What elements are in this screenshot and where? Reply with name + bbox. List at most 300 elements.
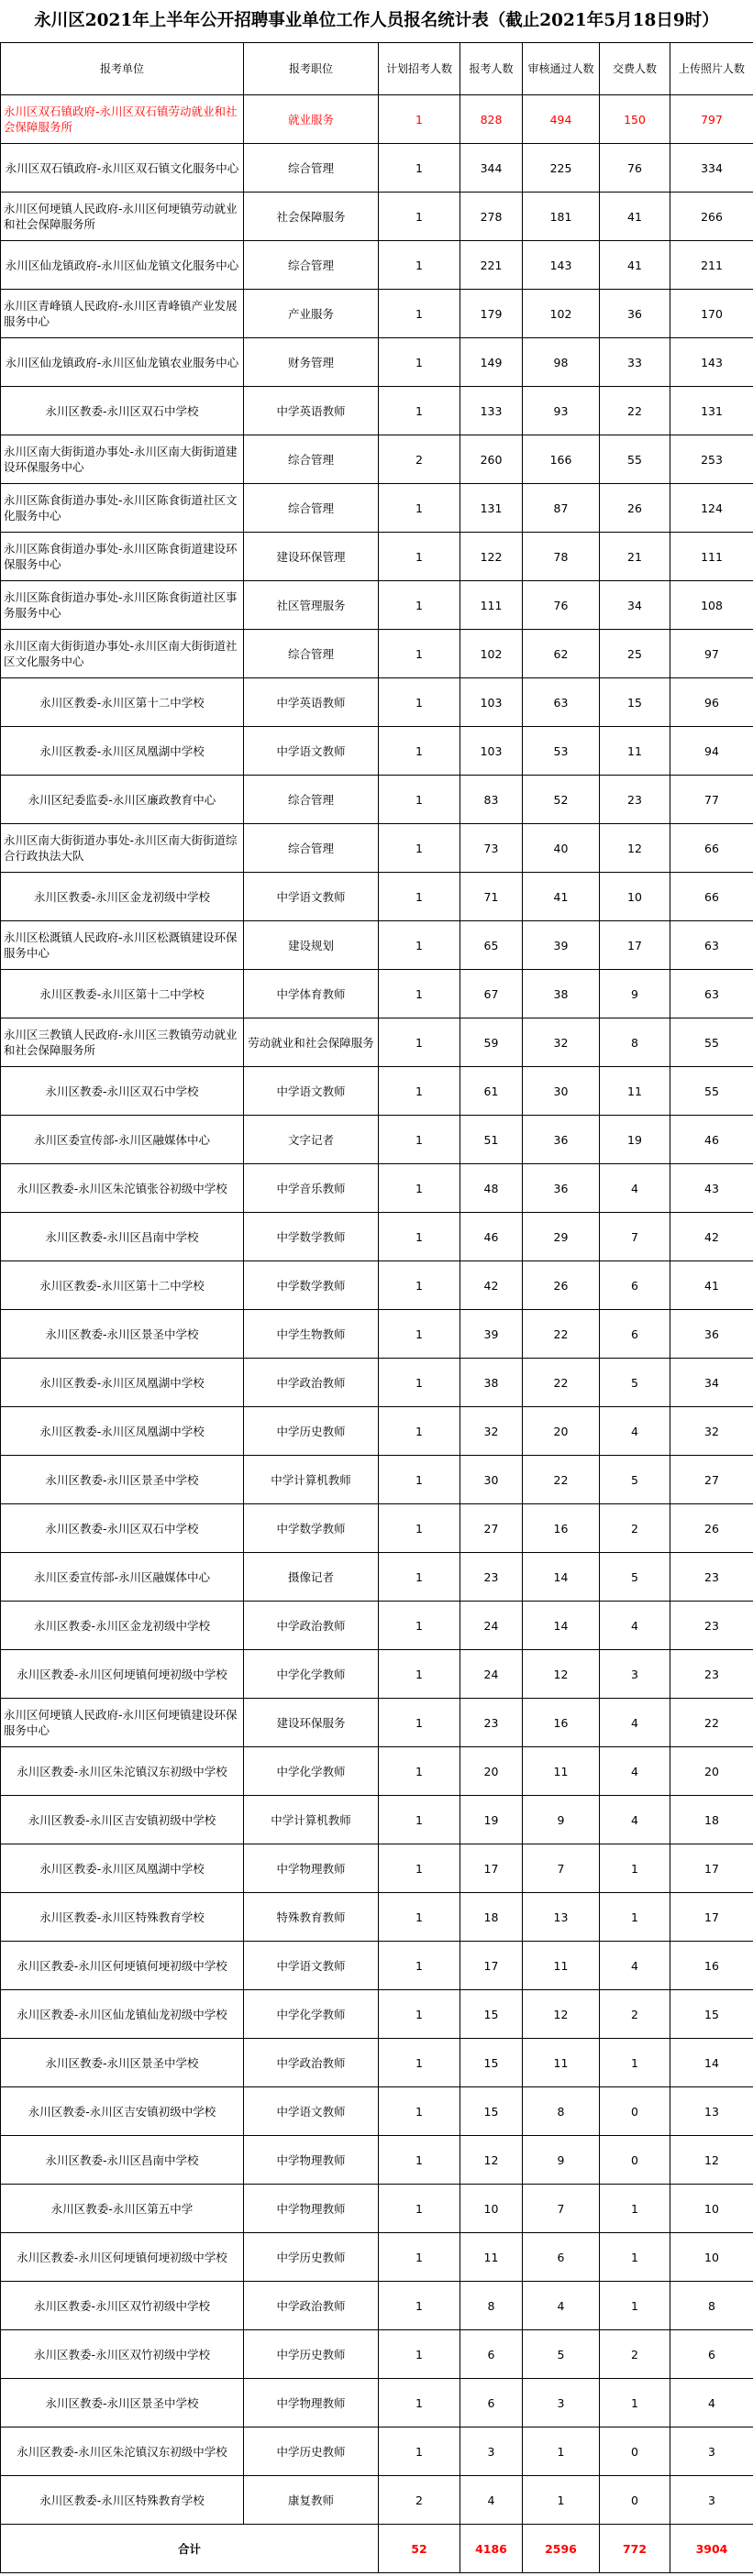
applied-count-cell: 61 — [460, 1067, 523, 1116]
unit-cell — [1, 1261, 244, 1310]
paid-count-cell: 36 — [600, 290, 670, 338]
paid-count-cell: 4 — [600, 1747, 670, 1796]
unit-cell — [1, 727, 244, 776]
planned-count-cell: 1 — [379, 2136, 460, 2185]
approved-count-cell: 93 — [523, 387, 600, 435]
position-cell: 综合管理 — [244, 630, 379, 678]
unit-cell — [1, 970, 244, 1018]
table-row — [1, 1796, 753, 1844]
unit-cell — [1, 1164, 244, 1213]
planned-count-cell: 1 — [379, 290, 460, 338]
position-cell: 特殊教育教师 — [244, 1893, 379, 1942]
unit-label: 永川区教委-永川区双石中学校 — [45, 1521, 199, 1536]
paid-count-cell: 6 — [600, 1261, 670, 1310]
paid-count-cell: 22 — [600, 387, 670, 435]
applied-count-cell: 278 — [460, 193, 523, 241]
unit-cell — [1, 921, 244, 970]
position-cell: 中学历史教师 — [244, 1407, 379, 1456]
table-row — [1, 484, 753, 533]
photos-count-cell: 16 — [670, 1942, 753, 1990]
position-cell: 综合管理 — [244, 824, 379, 873]
unit-cell — [1, 95, 244, 144]
planned-count-cell: 1 — [379, 2233, 460, 2282]
photos-count-cell: 23 — [670, 1650, 753, 1699]
applied-count-cell: 131 — [460, 484, 523, 533]
header-photos-count: 上传照片人数 — [670, 43, 753, 95]
position-cell: 综合管理 — [244, 435, 379, 484]
planned-count-cell: 1 — [379, 630, 460, 678]
unit-cell — [1, 2136, 244, 2185]
photos-count-cell: 3 — [670, 2427, 753, 2476]
applied-count-cell: 11 — [460, 2233, 523, 2282]
approved-count-cell: 76 — [523, 581, 600, 630]
unit-cell — [1, 776, 244, 824]
approved-count-cell: 7 — [523, 2185, 600, 2233]
planned-count-cell: 1 — [379, 1359, 460, 1407]
table-row — [1, 2476, 753, 2525]
unit-label: 永川区双石镇政府-永川区双石镇文化服务中心 — [5, 160, 239, 175]
table-row — [1, 921, 753, 970]
photos-count-cell: 66 — [670, 873, 753, 921]
table-row — [1, 338, 753, 387]
applied-count-cell: 111 — [460, 581, 523, 630]
planned-count-cell: 1 — [379, 873, 460, 921]
unit-label: 永川区纪委监委-永川区廉政教育中心 — [28, 792, 216, 807]
position-cell: 中学生物教师 — [244, 1310, 379, 1359]
unit-cell — [1, 824, 244, 873]
table-row — [1, 1844, 753, 1893]
planned-count-cell: 1 — [379, 1116, 460, 1164]
approved-count-cell: 53 — [523, 727, 600, 776]
unit-cell — [1, 1018, 244, 1067]
position-cell: 中学化学教师 — [244, 1990, 379, 2039]
applied-count-cell: 42 — [460, 1261, 523, 1310]
position-cell: 中学语文教师 — [244, 1942, 379, 1990]
approved-count-cell: 11 — [523, 1747, 600, 1796]
paid-count-cell: 1 — [600, 2282, 670, 2330]
page-title: 永川区2021年上半年公开招聘事业单位工作人员报名统计表（截止2021年5月18日9时） — [34, 11, 719, 30]
unit-cell — [1, 2330, 244, 2379]
paid-count-cell: 3 — [600, 1650, 670, 1699]
position-cell: 产业服务 — [244, 290, 379, 338]
unit-cell — [1, 1407, 244, 1456]
applied-count-cell: 23 — [460, 1553, 523, 1602]
table-row — [1, 2039, 753, 2087]
header-approved-count: 审核通过人数 — [523, 43, 600, 95]
header-row — [1, 43, 753, 95]
unit-label: 永川区南大街街道办事处-永川区南大街街道建设环保服务中心 — [4, 445, 238, 474]
approved-count-cell: 102 — [523, 290, 600, 338]
photos-count-cell: 4 — [670, 2379, 753, 2427]
photos-count-cell: 96 — [670, 678, 753, 727]
position-cell: 综合管理 — [244, 241, 379, 290]
unit-label: 永川区教委-永川区凤凰湖中学校 — [39, 1424, 205, 1438]
applied-count-cell: 71 — [460, 873, 523, 921]
table-row — [1, 1553, 753, 1602]
position-cell: 中学历史教师 — [244, 2427, 379, 2476]
unit-label: 永川区教委-永川区何埂镇何埂初级中学校 — [17, 1667, 227, 1681]
position-cell: 中学计算机教师 — [244, 1796, 379, 1844]
photos-count-cell: 22 — [670, 1699, 753, 1747]
paid-count-cell: 1 — [600, 2379, 670, 2427]
paid-count-cell: 21 — [600, 533, 670, 581]
table-row — [1, 144, 753, 193]
planned-count-cell: 2 — [379, 2476, 460, 2525]
unit-cell — [1, 1359, 244, 1407]
photos-count-cell: 63 — [670, 921, 753, 970]
paid-count-cell: 1 — [600, 2039, 670, 2087]
position-cell: 中学历史教师 — [244, 2233, 379, 2282]
approved-count-cell: 63 — [523, 678, 600, 727]
planned-count-cell: 1 — [379, 193, 460, 241]
unit-label: 永川区南大街街道办事处-永川区南大街街道社区文化服务中心 — [4, 639, 238, 668]
photos-count-cell: 10 — [670, 2185, 753, 2233]
table-row — [1, 873, 753, 921]
approved-count-cell: 11 — [523, 1942, 600, 1990]
approved-count-cell: 143 — [523, 241, 600, 290]
approved-count-cell: 16 — [523, 1504, 600, 1553]
paid-count-cell: 5 — [600, 1359, 670, 1407]
paid-count-cell: 4 — [600, 1699, 670, 1747]
paid-count-cell: 34 — [600, 581, 670, 630]
planned-count-cell: 1 — [379, 2282, 460, 2330]
paid-count-cell: 2 — [600, 1990, 670, 2039]
approved-count-cell: 12 — [523, 1650, 600, 1699]
applied-count-cell: 15 — [460, 1990, 523, 2039]
unit-label: 永川区教委-永川区仙龙镇仙龙初级中学校 — [17, 2007, 227, 2021]
approved-count-cell: 26 — [523, 1261, 600, 1310]
paid-count-cell: 4 — [600, 1796, 670, 1844]
table-row — [1, 2136, 753, 2185]
approved-count-cell: 5 — [523, 2330, 600, 2379]
paid-count-cell: 23 — [600, 776, 670, 824]
approved-count-cell: 22 — [523, 1456, 600, 1504]
paid-count-cell: 11 — [600, 1067, 670, 1116]
position-cell: 中学化学教师 — [244, 1650, 379, 1699]
paid-count-cell: 150 — [600, 95, 670, 144]
unit-cell — [1, 2087, 244, 2136]
photos-count-cell: 17 — [670, 1844, 753, 1893]
photos-count-cell: 77 — [670, 776, 753, 824]
unit-label: 永川区仙龙镇政府-永川区仙龙镇文化服务中心 — [5, 258, 239, 272]
paid-count-cell: 7 — [600, 1213, 670, 1261]
applied-count-cell: 17 — [460, 1942, 523, 1990]
photos-count-cell: 66 — [670, 824, 753, 873]
planned-count-cell: 1 — [379, 1844, 460, 1893]
paid-count-cell: 0 — [600, 2136, 670, 2185]
unit-cell — [1, 678, 244, 727]
position-cell: 中学体育教师 — [244, 970, 379, 1018]
position-cell: 中学历史教师 — [244, 2330, 379, 2379]
paid-count-cell: 2 — [600, 2330, 670, 2379]
approved-count-cell: 13 — [523, 1893, 600, 1942]
planned-count-cell: 1 — [379, 678, 460, 727]
position-cell: 建设规划 — [244, 921, 379, 970]
applied-count-cell: 179 — [460, 290, 523, 338]
unit-cell — [1, 2185, 244, 2233]
paid-count-cell: 12 — [600, 824, 670, 873]
position-cell: 中学政治教师 — [244, 1602, 379, 1650]
approved-count-cell: 166 — [523, 435, 600, 484]
planned-count-cell: 1 — [379, 2039, 460, 2087]
applied-count-cell: 102 — [460, 630, 523, 678]
planned-count-cell: 1 — [379, 2185, 460, 2233]
approved-count-cell: 22 — [523, 1310, 600, 1359]
applied-count-cell: 48 — [460, 1164, 523, 1213]
unit-label: 永川区南大街街道办事处-永川区南大街街道综合行政执法大队 — [4, 833, 238, 863]
photos-count-cell: 17 — [670, 1893, 753, 1942]
applied-count-cell: 4 — [460, 2476, 523, 2525]
total-paid-count: 772 — [600, 2525, 670, 2573]
unit-cell — [1, 290, 244, 338]
table-row — [1, 290, 753, 338]
unit-label: 永川区教委-永川区特殊教育学校 — [39, 1910, 205, 1924]
unit-cell — [1, 1893, 244, 1942]
photos-count-cell: 15 — [670, 1990, 753, 2039]
photos-count-cell: 8 — [670, 2282, 753, 2330]
unit-cell — [1, 435, 244, 484]
planned-count-cell: 1 — [379, 1553, 460, 1602]
position-cell: 中学语文教师 — [244, 1067, 379, 1116]
unit-label: 永川区教委-永川区昌南中学校 — [45, 1229, 199, 1244]
position-cell: 综合管理 — [244, 776, 379, 824]
approved-count-cell: 52 — [523, 776, 600, 824]
unit-label: 永川区教委-永川区第十二中学校 — [39, 986, 205, 1001]
unit-label: 永川区教委-永川区凤凰湖中学校 — [39, 1861, 205, 1876]
position-cell: 中学数学教师 — [244, 1504, 379, 1553]
approved-count-cell: 39 — [523, 921, 600, 970]
total-photos-count: 3904 — [670, 2525, 753, 2573]
applied-count-cell: 133 — [460, 387, 523, 435]
paid-count-cell: 17 — [600, 921, 670, 970]
photos-count-cell: 55 — [670, 1018, 753, 1067]
photos-count-cell: 111 — [670, 533, 753, 581]
planned-count-cell: 1 — [379, 1213, 460, 1261]
applied-count-cell: 65 — [460, 921, 523, 970]
unit-cell — [1, 1796, 244, 1844]
unit-cell — [1, 144, 244, 193]
approved-count-cell: 1 — [523, 2476, 600, 2525]
table-row — [1, 2282, 753, 2330]
paid-count-cell: 1 — [600, 2185, 670, 2233]
approved-count-cell: 29 — [523, 1213, 600, 1261]
table-row — [1, 1699, 753, 1747]
planned-count-cell: 1 — [379, 1067, 460, 1116]
planned-count-cell: 1 — [379, 387, 460, 435]
paid-count-cell: 76 — [600, 144, 670, 193]
photos-count-cell: 20 — [670, 1747, 753, 1796]
position-cell: 财务管理 — [244, 338, 379, 387]
applied-count-cell: 73 — [460, 824, 523, 873]
unit-label: 永川区教委-永川区朱沱镇汉东初级中学校 — [17, 2444, 227, 2459]
applied-count-cell: 32 — [460, 1407, 523, 1456]
position-cell: 中学计算机教师 — [244, 1456, 379, 1504]
approved-count-cell: 38 — [523, 970, 600, 1018]
unit-label: 永川区教委-永川区凤凰湖中学校 — [39, 743, 205, 758]
planned-count-cell: 1 — [379, 533, 460, 581]
header-applied-count: 报考人数 — [460, 43, 523, 95]
planned-count-cell: 1 — [379, 1650, 460, 1699]
position-cell: 中学语文教师 — [244, 2087, 379, 2136]
applied-count-cell: 39 — [460, 1310, 523, 1359]
unit-label: 永川区陈食街道办事处-永川区陈食街道社区文化服务中心 — [4, 493, 238, 523]
photos-count-cell: 32 — [670, 1407, 753, 1456]
unit-label: 永川区教委-永川区凤凰湖中学校 — [39, 1375, 205, 1390]
unit-label: 永川区教委-永川区第十二中学校 — [39, 695, 205, 710]
applied-count-cell: 38 — [460, 1359, 523, 1407]
photos-count-cell: 131 — [670, 387, 753, 435]
approved-count-cell: 62 — [523, 630, 600, 678]
header-planned-count: 计划招考人数 — [379, 43, 460, 95]
planned-count-cell: 1 — [379, 1504, 460, 1553]
unit-cell — [1, 581, 244, 630]
unit-label: 永川区教委-永川区金龙初级中学校 — [33, 889, 210, 904]
photos-count-cell: 94 — [670, 727, 753, 776]
unit-cell — [1, 241, 244, 290]
table-row — [1, 241, 753, 290]
planned-count-cell: 1 — [379, 1699, 460, 1747]
unit-cell — [1, 1456, 244, 1504]
unit-label: 永川区教委-永川区景圣中学校 — [45, 1472, 199, 1487]
total-row — [1, 2525, 753, 2573]
unit-label: 永川区教委-永川区双石中学校 — [45, 1084, 199, 1098]
applied-count-cell: 15 — [460, 2087, 523, 2136]
approved-count-cell: 87 — [523, 484, 600, 533]
applied-count-cell: 103 — [460, 727, 523, 776]
approved-count-cell: 36 — [523, 1164, 600, 1213]
photos-count-cell: 797 — [670, 95, 753, 144]
planned-count-cell: 1 — [379, 824, 460, 873]
planned-count-cell: 1 — [379, 970, 460, 1018]
table-row — [1, 1359, 753, 1407]
paid-count-cell: 6 — [600, 1310, 670, 1359]
photos-count-cell: 34 — [670, 1359, 753, 1407]
position-cell: 中学政治教师 — [244, 2039, 379, 2087]
table-row — [1, 970, 753, 1018]
unit-cell — [1, 484, 244, 533]
unit-label: 永川区教委-永川区金龙初级中学校 — [33, 1618, 210, 1633]
position-cell: 中学物理教师 — [244, 2185, 379, 2233]
applied-count-cell: 149 — [460, 338, 523, 387]
header-unit: 报考单位 — [1, 43, 244, 95]
position-cell: 中学英语教师 — [244, 678, 379, 727]
unit-label: 永川区教委-永川区昌南中学校 — [45, 2152, 199, 2167]
position-cell: 中学数学教师 — [244, 1261, 379, 1310]
position-cell: 中学政治教师 — [244, 2282, 379, 2330]
paid-count-cell: 25 — [600, 630, 670, 678]
unit-cell — [1, 1650, 244, 1699]
paid-count-cell: 5 — [600, 1456, 670, 1504]
unit-label: 永川区教委-永川区朱沱镇汉东初级中学校 — [17, 1764, 227, 1778]
unit-label: 永川区教委-永川区第十二中学校 — [39, 1278, 205, 1293]
unit-cell — [1, 1747, 244, 1796]
photos-count-cell: 55 — [670, 1067, 753, 1116]
applied-count-cell: 260 — [460, 435, 523, 484]
planned-count-cell: 1 — [379, 484, 460, 533]
paid-count-cell: 1 — [600, 2233, 670, 2282]
table-row — [1, 1310, 753, 1359]
approved-count-cell: 3 — [523, 2379, 600, 2427]
table-row — [1, 581, 753, 630]
applied-count-cell: 20 — [460, 1747, 523, 1796]
planned-count-cell: 1 — [379, 1796, 460, 1844]
applied-count-cell: 46 — [460, 1213, 523, 1261]
unit-label: 永川区陈食街道办事处-永川区陈食街道社区事务服务中心 — [4, 590, 238, 620]
paid-count-cell: 10 — [600, 873, 670, 921]
approved-count-cell: 9 — [523, 1796, 600, 1844]
unit-label: 永川区教委-永川区何埂镇何埂初级中学校 — [17, 1958, 227, 1973]
paid-count-cell: 41 — [600, 193, 670, 241]
table-row — [1, 1893, 753, 1942]
approved-count-cell: 4 — [523, 2282, 600, 2330]
unit-label: 永川区教委-永川区朱沱镇张谷初级中学校 — [17, 1181, 227, 1195]
photos-count-cell: 42 — [670, 1213, 753, 1261]
applied-count-cell: 344 — [460, 144, 523, 193]
unit-label: 永川区教委-永川区景圣中学校 — [45, 2395, 199, 2410]
planned-count-cell: 1 — [379, 1407, 460, 1456]
unit-label: 永川区何埂镇人民政府-永川区何埂镇建设环保服务中心 — [4, 1708, 238, 1737]
approved-count-cell: 8 — [523, 2087, 600, 2136]
planned-count-cell: 1 — [379, 1990, 460, 2039]
paid-count-cell: 33 — [600, 338, 670, 387]
planned-count-cell: 1 — [379, 1747, 460, 1796]
unit-cell — [1, 338, 244, 387]
paid-count-cell: 4 — [600, 1942, 670, 1990]
table-row — [1, 1990, 753, 2039]
table-row — [1, 2379, 753, 2427]
planned-count-cell: 1 — [379, 1942, 460, 1990]
table-row — [1, 387, 753, 435]
unit-label: 永川区教委-永川区双石中学校 — [45, 403, 199, 418]
position-cell: 中学政治教师 — [244, 1359, 379, 1407]
approved-count-cell: 30 — [523, 1067, 600, 1116]
table-row — [1, 1213, 753, 1261]
position-cell: 中学物理教师 — [244, 2379, 379, 2427]
approved-count-cell: 32 — [523, 1018, 600, 1067]
planned-count-cell: 1 — [379, 1456, 460, 1504]
photos-count-cell: 26 — [670, 1504, 753, 1553]
applied-count-cell: 51 — [460, 1116, 523, 1164]
table-header — [1, 43, 753, 95]
unit-label: 永川区委宣传部-永川区融媒体中心 — [33, 1569, 210, 1584]
table-row — [1, 1407, 753, 1456]
applied-count-cell: 17 — [460, 1844, 523, 1893]
unit-cell — [1, 1699, 244, 1747]
paid-count-cell: 41 — [600, 241, 670, 290]
unit-cell — [1, 630, 244, 678]
unit-label: 永川区教委-永川区景圣中学校 — [45, 1327, 199, 1341]
applied-count-cell: 18 — [460, 1893, 523, 1942]
unit-label: 永川区教委-永川区双竹初级中学校 — [33, 2298, 210, 2313]
planned-count-cell: 1 — [379, 2379, 460, 2427]
applied-count-cell: 122 — [460, 533, 523, 581]
table-row — [1, 1164, 753, 1213]
unit-cell — [1, 873, 244, 921]
position-cell: 中学语文教师 — [244, 727, 379, 776]
applied-count-cell: 12 — [460, 2136, 523, 2185]
position-cell: 社区管理服务 — [244, 581, 379, 630]
unit-cell — [1, 1116, 244, 1164]
paid-count-cell: 11 — [600, 727, 670, 776]
photos-count-cell: 63 — [670, 970, 753, 1018]
table-row — [1, 435, 753, 484]
photos-count-cell: 46 — [670, 1116, 753, 1164]
position-cell: 中学物理教师 — [244, 2136, 379, 2185]
table-row — [1, 1067, 753, 1116]
applied-count-cell: 30 — [460, 1456, 523, 1504]
approved-count-cell: 7 — [523, 1844, 600, 1893]
applied-count-cell: 10 — [460, 2185, 523, 2233]
